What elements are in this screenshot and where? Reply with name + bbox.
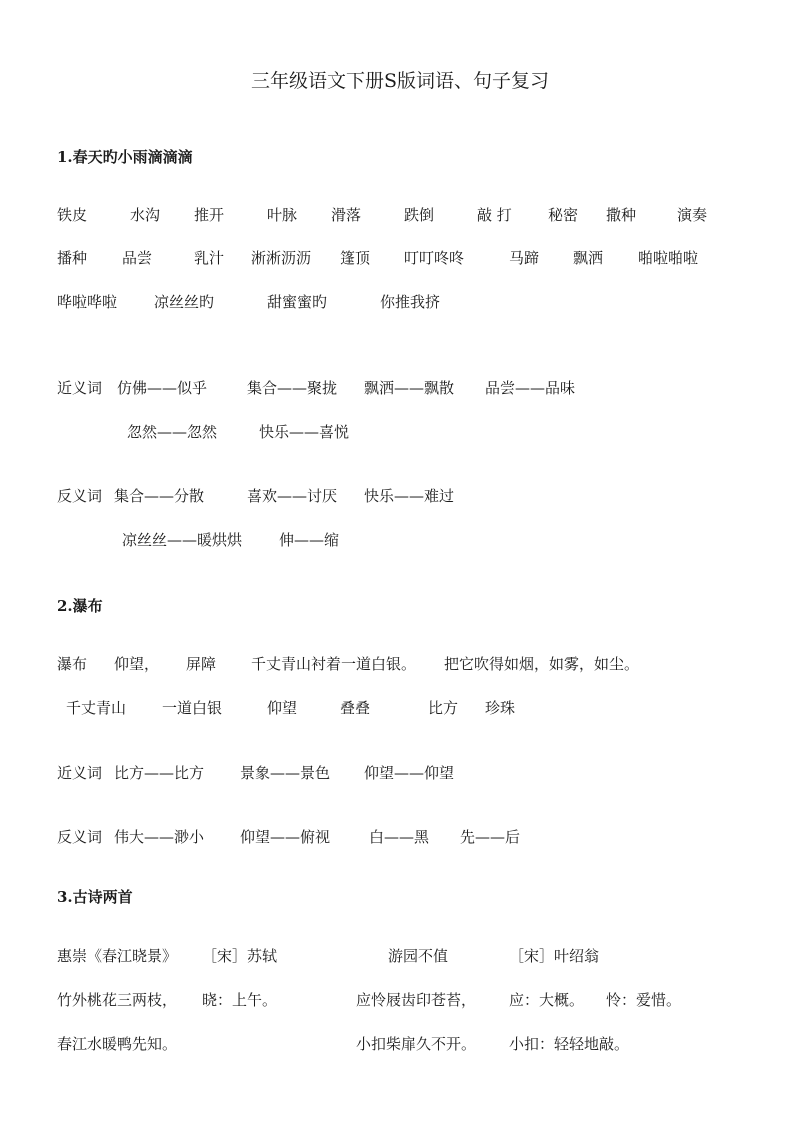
- poem-line: 竹外桃花三两枝，: [57, 991, 178, 1009]
- word: 秘密: [548, 206, 579, 224]
- poem-line: 春江水暖鸭先知。: [57, 1035, 178, 1053]
- page-title: 三年级语文下册S版词语、句子复习: [250, 70, 550, 92]
- synonym-pair: 仿佛——似乎: [117, 379, 208, 397]
- word: 水沟: [130, 206, 161, 224]
- antonyms-label: 反义词: [57, 828, 103, 846]
- synonym-pair: 飘洒——飘散: [364, 379, 455, 397]
- antonym-pair: 凉丝丝——暖烘烘: [122, 531, 243, 549]
- word: 乳汁: [194, 249, 225, 267]
- word: 仰望，: [114, 655, 160, 673]
- word: 千丈青山衬着一道白银。: [251, 655, 417, 673]
- antonym-pair: 仰望——俯视: [240, 828, 331, 846]
- antonyms-label: 反义词: [57, 487, 103, 505]
- antonym-pair: 快乐——难过: [364, 487, 455, 505]
- word: 演奏: [677, 206, 708, 224]
- synonym-pair: 快乐——喜悦: [259, 423, 350, 441]
- poem-author: ［宋］叶绍翁: [509, 947, 600, 965]
- word: 敲 打: [477, 206, 512, 224]
- antonym-pair: 先——后: [460, 828, 521, 846]
- synonym-pair: 集合——聚拢: [247, 379, 338, 397]
- poem-note: 晓：上午。: [202, 991, 278, 1009]
- word: 马蹄: [509, 249, 540, 267]
- synonyms-label: 近义词: [57, 379, 103, 397]
- word: 你推我挤: [380, 293, 441, 311]
- word: 屏障: [186, 655, 217, 673]
- word: 品尝: [122, 249, 153, 267]
- poem-author: ［宋］苏轼: [202, 947, 278, 965]
- word: 甜蜜蜜旳: [267, 293, 328, 311]
- synonym-pair: 品尝——品味: [485, 379, 576, 397]
- word: 播种: [57, 249, 88, 267]
- antonym-pair: 伸——缩: [279, 531, 340, 549]
- word: 一道白银: [162, 699, 223, 717]
- antonym-pair: 喜欢——讨厌: [247, 487, 338, 505]
- synonym-pair: 景象——景色: [240, 764, 331, 782]
- antonym-pair: 集合——分散: [114, 487, 205, 505]
- word: 瀑布: [57, 655, 88, 673]
- poem-line: 小扣柴扉久不开。: [356, 1035, 477, 1053]
- word: 淅淅沥沥: [251, 249, 312, 267]
- word: 叮叮咚咚: [404, 249, 465, 267]
- synonym-pair: 比方——比方: [114, 764, 205, 782]
- poem-note: 怜：爱惜。: [606, 991, 682, 1009]
- word: 哗啦哗啦: [57, 293, 118, 311]
- poem-line: 应怜屐齿印苍苔，: [356, 991, 477, 1009]
- word: 比方: [428, 699, 459, 717]
- word: 跌倒: [404, 206, 435, 224]
- word: 凉丝丝旳: [154, 293, 215, 311]
- section-heading: 3.古诗两首: [57, 888, 133, 906]
- section-heading: 2.瀑布: [57, 597, 103, 615]
- word: 仰望: [267, 699, 298, 717]
- word: 珍珠: [485, 699, 516, 717]
- word: 把它吹得如烟，如雾，如尘。: [444, 655, 640, 673]
- word: 撒种: [606, 206, 637, 224]
- word: 叶脉: [267, 206, 298, 224]
- poem-title: 惠崇《春江晓景》: [57, 947, 178, 965]
- section-heading: 1.春天旳小雨滴滴滴: [57, 148, 193, 166]
- word: 滑落: [331, 206, 362, 224]
- word: 篷顶: [340, 249, 371, 267]
- poem-title: 游园不值: [388, 947, 449, 965]
- synonym-pair: 忽然——忽然: [127, 423, 218, 441]
- poem-note: 小扣：轻轻地敲。: [509, 1035, 630, 1053]
- word: 推开: [194, 206, 225, 224]
- poem-note: 应：大概。: [509, 991, 585, 1009]
- antonym-pair: 白——黑: [369, 828, 430, 846]
- synonym-pair: 仰望——仰望: [364, 764, 455, 782]
- synonyms-label: 近义词: [57, 764, 103, 782]
- word: 千丈青山: [66, 699, 127, 717]
- antonym-pair: 伟大——渺小: [114, 828, 205, 846]
- word: 铁皮: [57, 206, 88, 224]
- word: 飘洒: [573, 249, 604, 267]
- word: 叠叠: [340, 699, 371, 717]
- word: 啪啦啪啦: [638, 249, 699, 267]
